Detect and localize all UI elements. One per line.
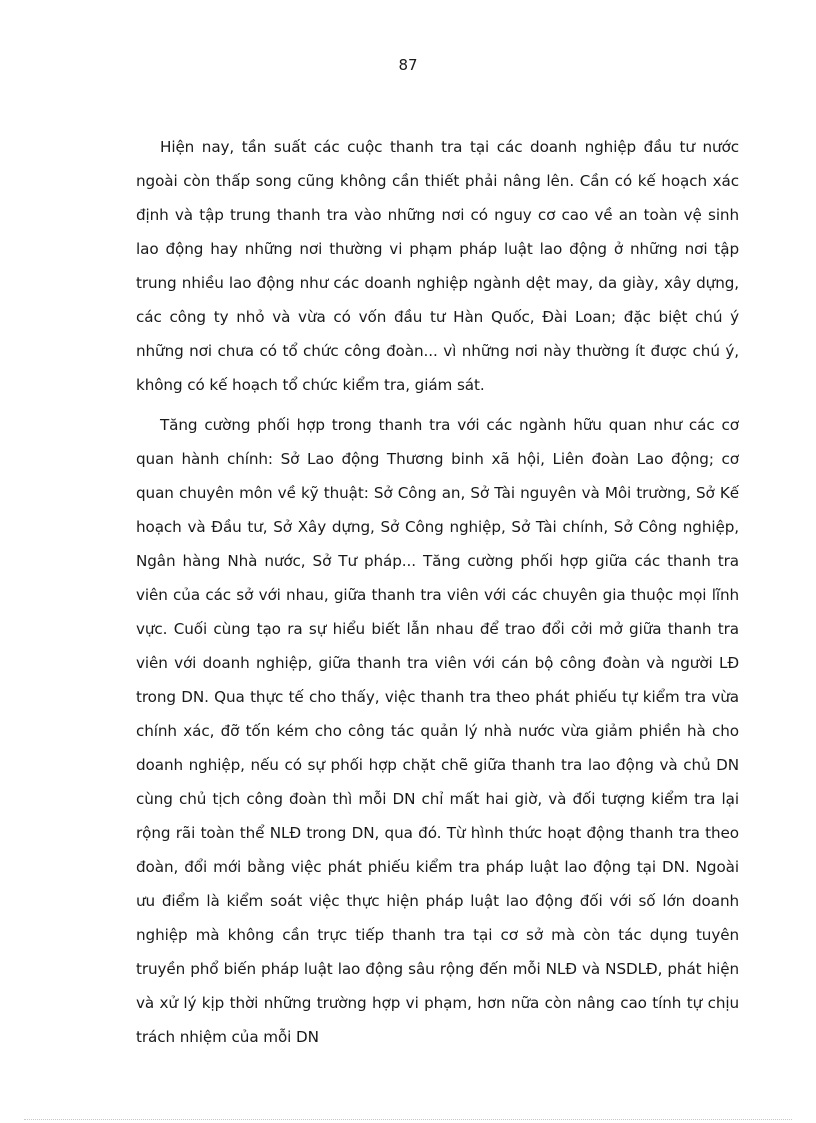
paragraph-coordination: Tăng cường phối hợp trong thanh tra với các ngành hữu quan như các cơ quan hành chính: Sở Lao động Thương binh xã hội, Liên đoàn Lao động; cơ quan chuyên môn về kỹ thuật: Sở Công an, Sở Tài nguyên và Môi trường, Sở Kế hoạch và Đầu tư, Sở Xây dựng, Sở Công nghiệp, Sở Tài chính, Sở Công nghiệp, Ngân hàng Nhà nước, Sở Tư pháp... Tăng cường phối hợp giữa các thanh tra viên của các sở với nhau, giữa thanh tra viên với các chuyên gia thuộc mọi lĩnh vực. Cuối cùng tạo ra sự hiểu biết lẫn nhau để trao đổi cởi mở giữa thanh tra viên với doanh nghiệp, giữa thanh tra viên với cán bộ công đoàn và người LĐ trong DN. Qua thực tế cho thấy, việc thanh tra theo phát phiếu tự kiểm tra vừa chính xác, đỡ tốn kém cho công tác quản lý nhà nước vừa giảm phiền hà cho doanh nghiệp, nếu có sự phối hợp chặt chẽ giữa thanh tra lao động và chủ DN cùng chủ tịch công đoàn thì mỗi DN chỉ mất hai giờ, và đối tượng kiểm tra lại rộng rãi toàn thể NLĐ trong DN, qua đó. Từ hình thức hoạt động thanh tra theo đoàn, đổi mới bằng việc phát phiếu kiểm tra pháp luật lao động tại DN. Ngoài ưu điểm là kiểm soát việc thực hiện pháp luật lao động đối với số lớn doanh nghiệp mà không cần trực tiếp thanh tra tại cơ sở mà còn tác dụng tuyên truyền phổ biến pháp luật lao động sâu rộng đến mỗi NLĐ và NSDLĐ, phát hiện và xử lý kịp thời những trường hợp vi phạm, hơn nữa còn nâng cao tính tự chịu trách nhiệm của mỗi DN <box>136 416 739 1046</box>
page-number: 87 <box>398 56 418 74</box>
document-body <box>136 130 739 1054</box>
page-bottom-divider <box>24 1119 792 1120</box>
paragraph-inspection-frequency: Hiện nay, tần suất các cuộc thanh tra tại các doanh nghiệp đầu tư nước ngoài còn thấp song cũng không cần thiết phải nâng lên. Cần có kế hoạch xác định và tập trung thanh tra vào những nơi có nguy cơ cao về an toàn vệ sinh lao động hay những nơi thường vi phạm pháp luật lao động ở những nơi tập trung nhiều lao động như các doanh nghiệp ngành dệt may, da giày, xây dựng, các công ty nhỏ và vừa có vốn đầu tư Hàn Quốc, Đài Loan; đặc biệt chú ý những nơi chưa có tổ chức công đoàn... vì những nơi này thường ít được chú ý, không có kế hoạch tổ chức kiểm tra, giám sát. <box>136 138 739 394</box>
